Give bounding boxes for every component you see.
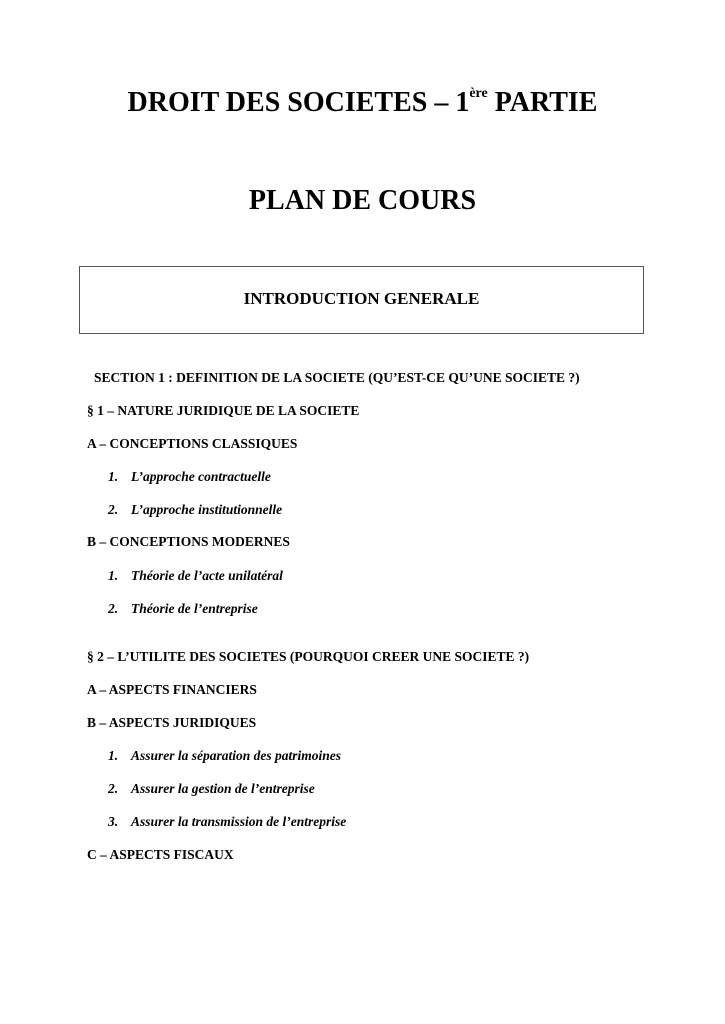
paragraph-1-heading: § 1 – NATURE JURIDIQUE DE LA SOCIETE <box>87 403 360 418</box>
introduction-heading: INTRODUCTION GENERALE <box>243 289 480 308</box>
list-item-text: L’approche institutionnelle <box>131 502 283 517</box>
list-item-number: 2. <box>108 502 119 517</box>
paragraph-2-heading: § 2 – L’UTILITE DES SOCIETES (POURQUOI CREER UNE SOCIETE ?) <box>87 649 530 664</box>
subheading-b2: B – ASPECTS JURIDIQUES <box>87 715 257 730</box>
subheading-a2: A – ASPECTS FINANCIERS <box>87 682 257 697</box>
list-item-text: Assurer la séparation des patrimoines <box>131 748 342 763</box>
list-item-text: L’approche contractuelle <box>131 469 271 484</box>
list-item <box>108 747 341 765</box>
list-item-number: 2. <box>108 781 119 796</box>
title-superscript: ère <box>469 85 488 101</box>
subheading-c2: C – ASPECTS FISCAUX <box>87 847 234 862</box>
section-1-heading: SECTION 1 : DEFINITION DE LA SOCIETE (QU’EST-CE QU’UNE SOCIETE ?) <box>94 370 580 385</box>
list-item-number: 1. <box>108 748 119 763</box>
list-item-number: 1. <box>108 469 119 484</box>
title-text-after: PARTIE <box>487 87 598 118</box>
list-item <box>108 600 258 618</box>
list-item-number: 3. <box>108 814 119 829</box>
list-item-number: 2. <box>108 601 119 616</box>
title-text-before: DROIT DES SOCIETES – 1 <box>127 87 470 118</box>
list-item-text: Théorie de l’entreprise <box>131 601 258 616</box>
list-item-text: Assurer la transmission de l’entreprise <box>131 814 347 829</box>
document-title <box>0 86 725 120</box>
list-item <box>108 501 282 519</box>
introduction-box <box>79 266 644 334</box>
list-item-number: 1. <box>108 568 119 583</box>
list-item <box>108 780 315 798</box>
subheading-a1: A – CONCEPTIONS CLASSIQUES <box>87 436 298 451</box>
list-item-text: Assurer la gestion de l’entreprise <box>131 781 315 796</box>
list-item-text: Théorie de l’acte unilatéral <box>131 568 283 583</box>
list-item <box>108 468 271 486</box>
list-item <box>108 567 283 585</box>
subheading-b1: B – CONCEPTIONS MODERNES <box>87 534 290 549</box>
document-subtitle: PLAN DE COURS <box>248 185 477 216</box>
list-item <box>108 813 346 831</box>
